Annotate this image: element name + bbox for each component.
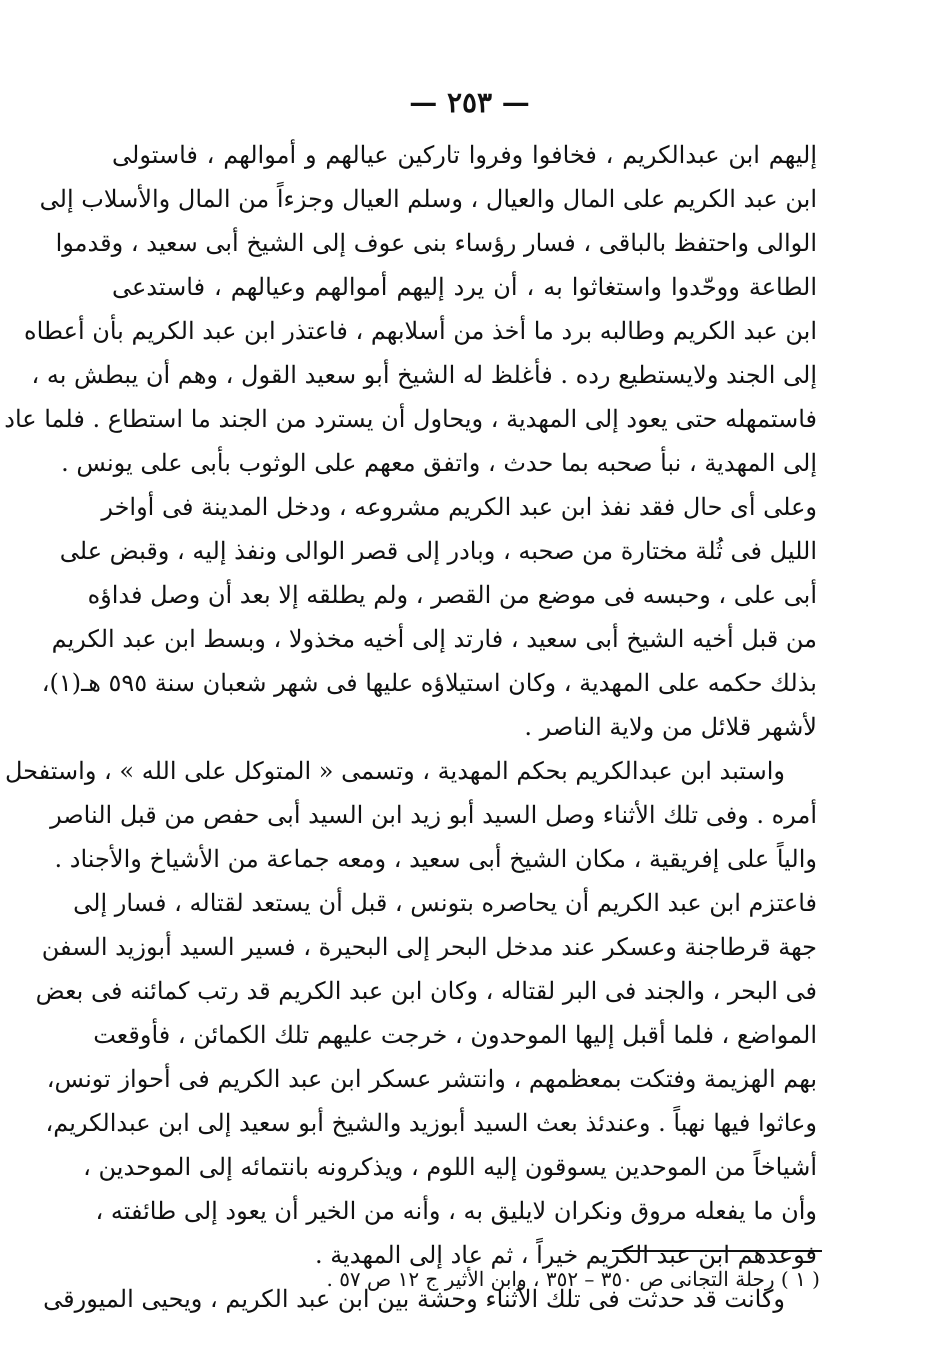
footnote: ( ١ ) رحلة التجانى ص ٣٥٠ – ٣٥٢ ، وابن الأثير ج ١٢ ص ٥٧ . — [326, 1267, 820, 1291]
text-line: بهم الهزيمة وفتكت بمعظمهم ، وانتشر عسكر ابن عبد الكريم فى أحواز تونس، — [46, 1065, 817, 1093]
text-line: وكانت قد حدثت فى تلك الأثناء وحشة بين ابن عبد الكريم ، ويحيى الميورقى — [43, 1285, 785, 1313]
text-line: الليل فى ثُلة مختارة من صحبه ، وبادر إلى قصر الوالى ونفذ إليه ، وقبض على — [59, 537, 817, 565]
paragraph — [4, 133, 817, 749]
text-line: والياً على إفريقية ، مكان الشيخ أبى سعيد ، ومعه جماعة من الأشياخ والأجناد . — [54, 845, 817, 873]
text-line: المواضع ، فلما أقبل إليها الموحدون ، خرجت عليهم تلك الكمائن ، فأوقعت — [93, 1021, 817, 1049]
text-line: الوالى واحتفظ بالباقى ، فسار رؤساء بنى عوف إلى الشيخ أبى سعيد ، وقدموا — [55, 229, 817, 257]
text-line: فوعدهم ابن عبد الكريم خيراً ، ثم عاد إلى المهدية . — [315, 1241, 817, 1269]
text-line: من قبل أخيه الشيخ أبى سعيد ، فارتد إلى أخيه مخذولا ، وبسط ابن عبد الكريم — [51, 625, 817, 653]
text-line: بذلك حكمه على المهدية ، وكان استيلاؤه عليها فى شهر شعبان سنة ٥٩٥ هـ(١)، — [41, 669, 817, 697]
text-line: أشياخاً من الموحدين يسوقون إليه اللوم ، ويذكرونه بانتمائه إلى الموحدين ، — [83, 1153, 817, 1181]
text-line: ابن عبد الكريم على المال والعيال ، وسلم العيال وجزءاً من المال والأسلاب إلى — [39, 185, 817, 213]
text-line: فاعتزم ابن عبد الكريم أن يحاصره بتونس ، قبل أن يستعد لقتاله ، فسار إلى — [73, 889, 817, 917]
text-line: ابن عبد الكريم وطالبه برد ما أخذ من أسلابهم ، فاعتذر ابن عبد الكريم بأن أعطاه — [24, 317, 817, 345]
footnote-divider — [612, 1250, 822, 1252]
text-line: إليهم ابن عبدالكريم ، فخافوا وفروا تاركين عيالهم و أموالهم ، فاستولى — [112, 141, 817, 169]
text-line: فى البحر ، والجند فى البر لقتاله ، وكان ابن عبد الكريم قد رتب كمائنه فى بعض — [35, 977, 817, 1005]
text-line: جهة قرطاجنة وعسكر عند مدخل البحر إلى البحيرة ، فسير السيد أبوزيد السفن — [41, 933, 817, 961]
text-line: إلى الجند ولايستطيع رده . فأغلظ له الشيخ أبو سعيد القول ، وهم أن يبطش به ، — [31, 361, 817, 389]
text-line: أمره . وفى تلك الأثناء وصل السيد أبو زيد ابن السيد أبى حفص من قبل الناصر — [50, 801, 817, 829]
text-line: إلى المهدية ، نبأ صحبه بما حدث ، واتفق معهم على الوثوب بأبى على يونس . — [61, 449, 817, 477]
text-line: لأشهر قلائل من ولاية الناصر . — [524, 713, 817, 741]
text-line: وأن ما يفعله مروق ونكران لايليق به ، وأنه من الخير أن يعود إلى طائفته ، — [95, 1197, 817, 1225]
text-line: الطاعة ووحّدوا واستغاثوا به ، أن يرد إليهم أموالهم وعيالهم ، فاستدعى — [112, 273, 817, 301]
page-number: — ٢٥٣ — — [409, 86, 530, 119]
text-line: واستبد ابن عبدالكريم بحكم المهدية ، وتسمى « المتوكل على الله » ، واستفحل — [5, 757, 785, 785]
text-line: أبى على ، وحبسه فى موضع من القصر ، ولم يطلقه إلا بعد أن وصل فداؤه — [87, 581, 817, 609]
main-text — [4, 133, 817, 1321]
text-line: وعاثوا فيها نهباً . وعندئذ بعث السيد أبوزيد والشيخ أبو سعيد إلى ابن عبدالكريم، — [45, 1109, 817, 1137]
text-line: وعلى أى حال فقد نفذ ابن عبد الكريم مشروعه ، ودخل المدينة فى أواخر — [101, 493, 817, 521]
paragraph — [5, 749, 817, 1277]
text-line: فاستمهله حتى يعود إلى المهدية ، ويحاول أن يسترد من الجند ما استطاع . فلما عاد — [4, 405, 817, 433]
